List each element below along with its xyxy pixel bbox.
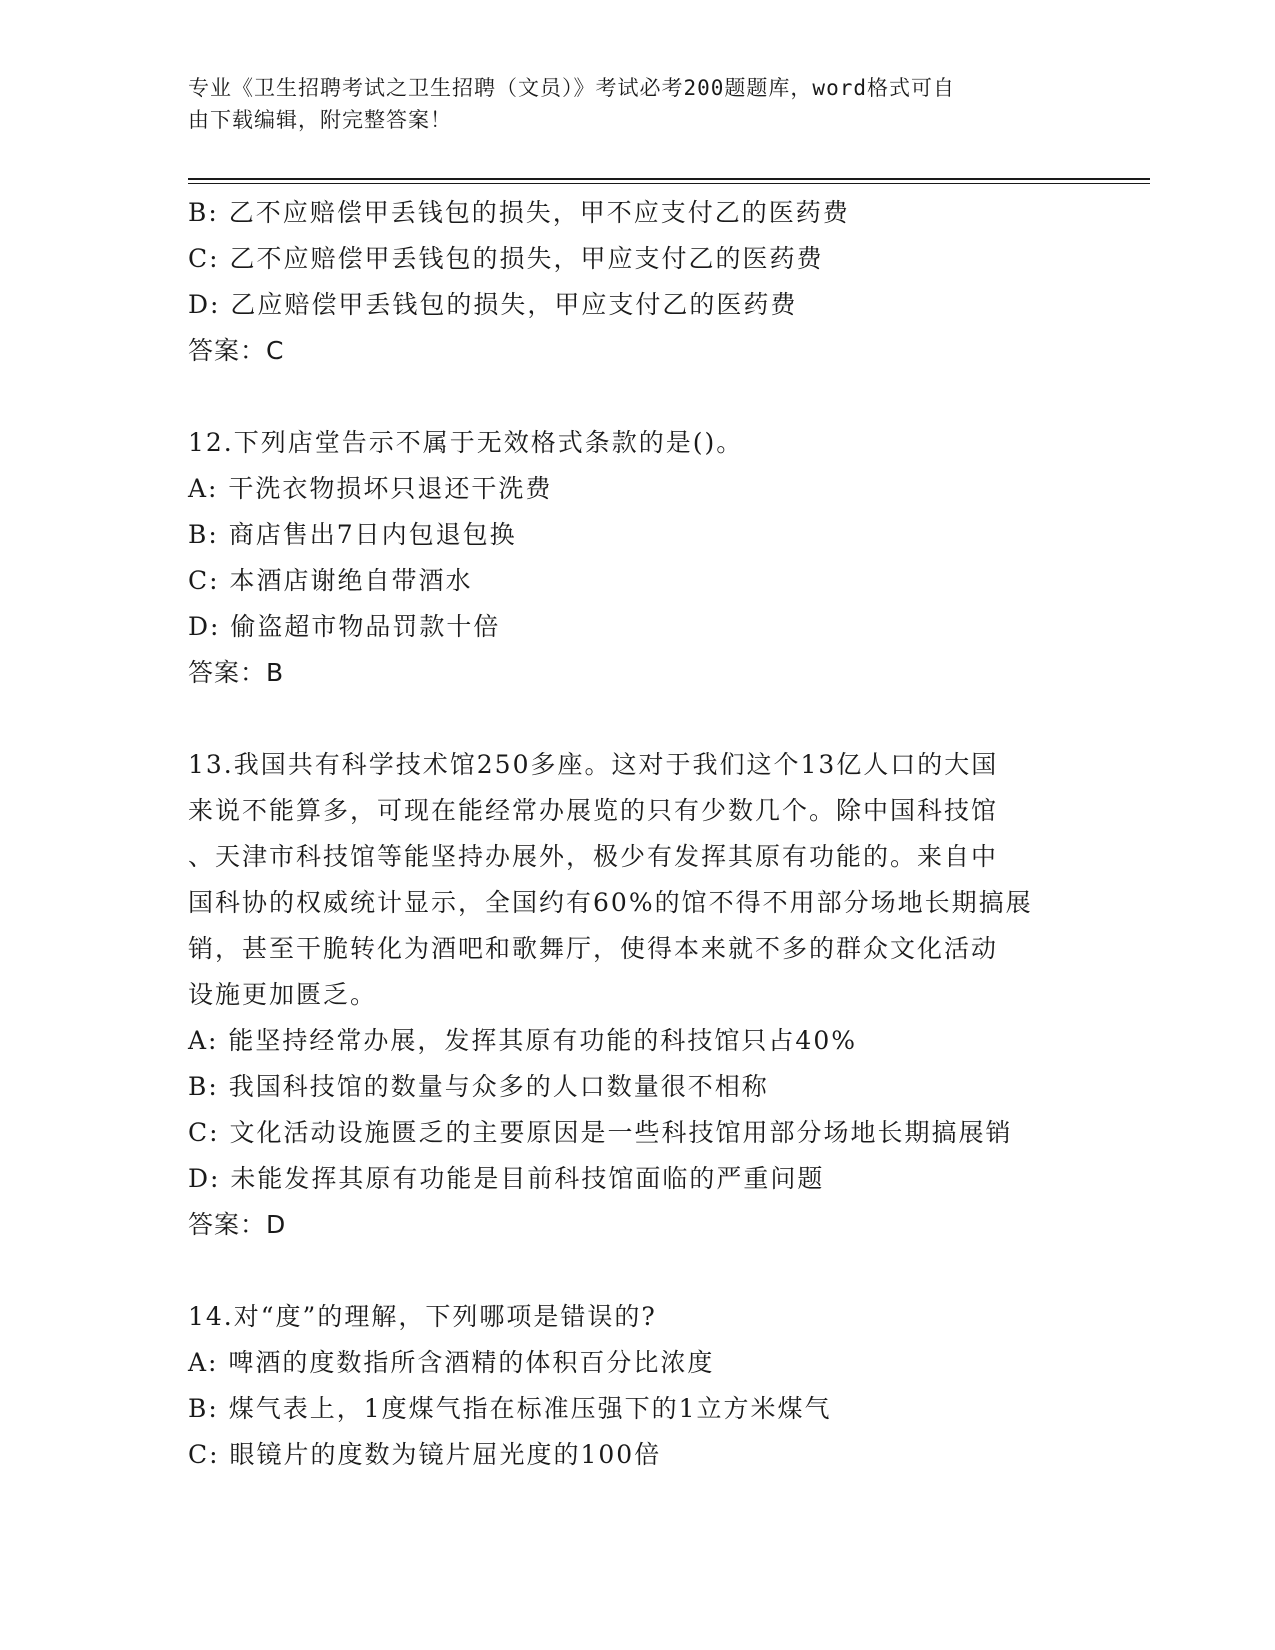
q11-answer: 答案：C — [188, 336, 285, 365]
q13-question-line: 设施更加匮乏。 — [188, 980, 378, 1009]
header-line-1: 专业《卫生招聘考试之卫生招聘（文员）》考试必考200题题库，word格式可自 — [188, 76, 955, 100]
header-divider-thin — [188, 183, 1150, 184]
q12-option-a: A: 干洗衣物损坏只退还干洗费 — [188, 474, 553, 503]
q12-answer: 答案：B — [188, 658, 285, 687]
spacer — [188, 696, 1088, 742]
document-header — [188, 72, 1068, 136]
spacer — [188, 1248, 1088, 1294]
q13-option-d: D: 未能发挥其原有功能是目前科技馆面临的严重问题 — [188, 1164, 825, 1193]
header-divider-thick — [188, 178, 1150, 180]
spacer — [188, 374, 1088, 420]
q13-answer: 答案：D — [188, 1210, 287, 1239]
q14-option-b: B: 煤气表上，1度煤气指在标准压强下的1立方米煤气 — [188, 1394, 832, 1423]
q12-option-d: D: 偷盗超市物品罚款十倍 — [188, 612, 501, 641]
question-content — [188, 190, 1088, 1478]
q14-option-a: A: 啤酒的度数指所含酒精的体积百分比浓度 — [188, 1348, 715, 1377]
q13-option-a: A: 能坚持经常办展，发挥其原有功能的科技馆只占40% — [188, 1026, 857, 1055]
q11-option-c: C: 乙不应赔偿甲丢钱包的损失，甲应支付乙的医药费 — [188, 244, 824, 273]
q12-option-c: C: 本酒店谢绝自带酒水 — [188, 566, 473, 595]
q14-question: 14.对“度”的理解，下列哪项是错误的? — [188, 1302, 657, 1331]
q11-option-b: B: 乙不应赔偿甲丢钱包的损失，甲不应支付乙的医药费 — [188, 198, 850, 227]
q13-option-c: C: 文化活动设施匮乏的主要原因是一些科技馆用部分场地长期搞展销 — [188, 1118, 1013, 1147]
q12-question: 12.下列店堂告示不属于无效格式条款的是()。 — [188, 428, 744, 457]
q13-question-line: 来说不能算多，可现在能经常办展览的只有少数几个。除中国科技馆 — [188, 796, 999, 825]
q11-option-d: D: 乙应赔偿甲丢钱包的损失，甲应支付乙的医药费 — [188, 290, 798, 319]
q13-question-line: 、天津市科技馆等能坚持办展外，极少有发挥其原有功能的。来自中 — [188, 842, 999, 871]
q14-option-c: C: 眼镜片的度数为镜片屈光度的100倍 — [188, 1440, 662, 1469]
q13-option-b: B: 我国科技馆的数量与众多的人口数量很不相称 — [188, 1072, 769, 1101]
q13-question-line: 国科协的权威统计显示，全国约有60%的馆不得不用部分场地长期搞展 — [188, 888, 1033, 917]
q12-option-b: B: 商店售出7日内包退包换 — [188, 520, 517, 549]
q13-question — [188, 742, 1088, 1018]
header-line-2: 由下载编辑，附完整答案！ — [188, 108, 452, 132]
q13-question-line: 13.我国共有科学技术馆250多座。这对于我们这个13亿人口的大国 — [188, 750, 999, 779]
q13-question-line: 销，甚至干脆转化为酒吧和歌舞厅，使得本来就不多的群众文化活动 — [188, 934, 999, 963]
